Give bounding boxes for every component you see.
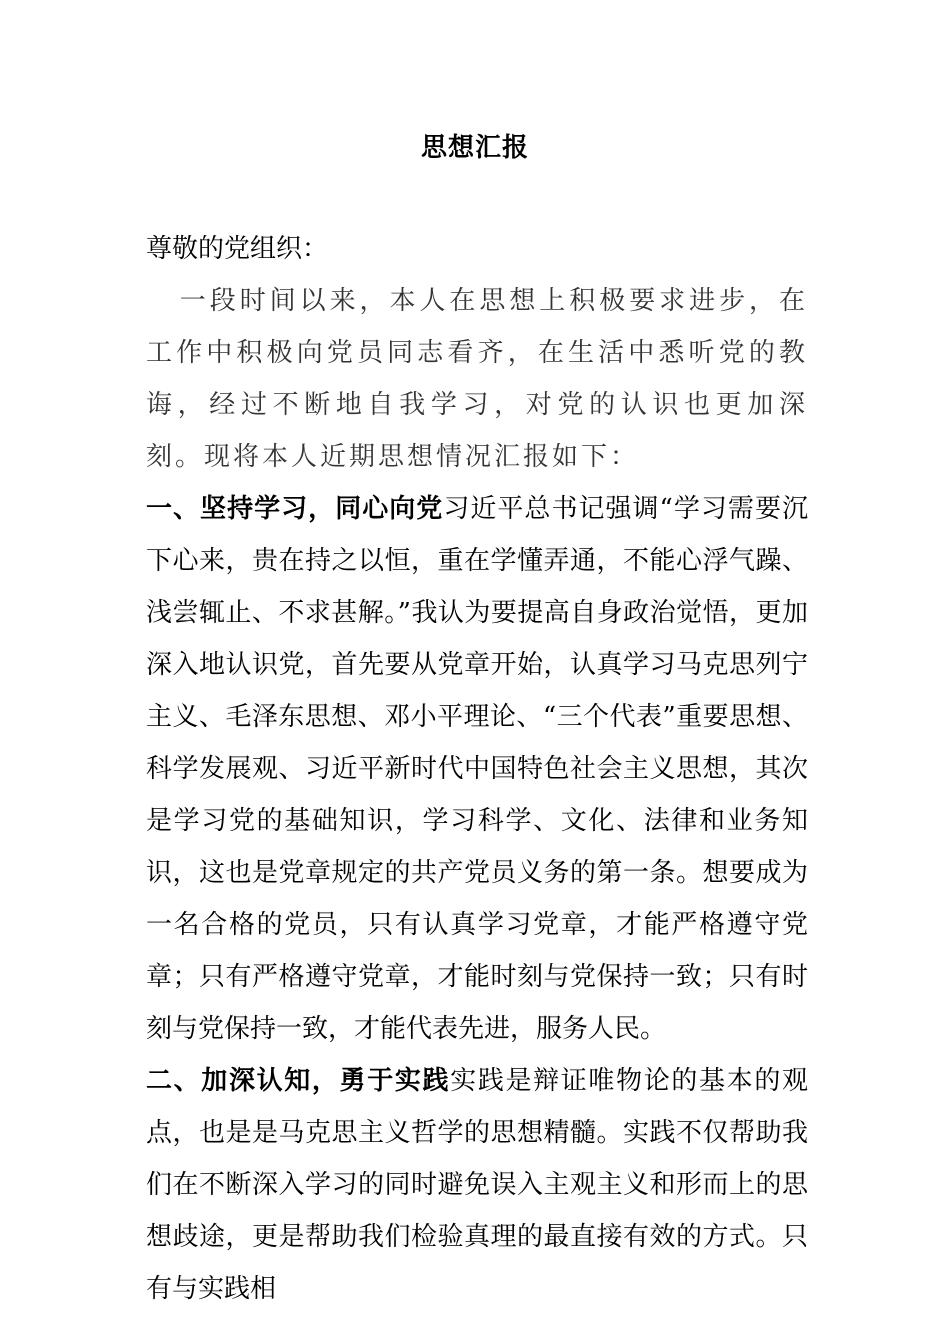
document-title: 思想汇报 <box>420 133 529 163</box>
section-paragraph-1 <box>146 483 808 1055</box>
section-heading-1: 一、坚持学习，同心向党 <box>146 494 444 524</box>
section-heading-2: 二、加深认知，勇于实践 <box>146 1066 451 1096</box>
section-text-1: 习近平总书记强调“学习需要沉下心来，贵在持之以恒，重在学懂弄通，不能心浮气躁、浅尝辄止、不求甚解。”我认为要提高自身政治觉悟，更加深入地认识党，首先要从党章开始，认真学习马克思列宁主义、毛泽东思想、邓小平理论、“三个代表”重要思想、科学发展观、习近平新时代中国特色社会主义思想，其次是学习党的基础知识，学习科学、文化、法律和业务知识，这也是党章规定的共产党员义务的第一条。想要成为一名合格的党员，只有认真学习党章，才能严格遵守党章；只有严格遵守党章，才能时刻与党保持一致；只有时刻与党保持一致，才能代表先进，服务人民。 <box>146 494 808 1044</box>
section-text-2: 实践是辩证唯物论的基本的观点，也是是马克思主义哲学的思想精髓。实践不仅帮助我们在不断深入学习的同时避免误入主观主义和形而上的思想歧途，更是帮助我们检验真理的最直接有效的方式。只有与实践相 <box>146 1066 808 1304</box>
section-paragraph-2 <box>146 1055 808 1315</box>
salutation: 尊敬的党组织： <box>146 234 329 264</box>
intro-paragraph: 一段时间以来，本人在思想上积极要求进步，在工作中积极向党员同志看齐，在生活中悉听党的教诲，经过不断地自我学习，对党的认识也更加深刻。现将本人近期思想情况汇报如下： <box>146 286 808 472</box>
document-body <box>146 223 808 1315</box>
